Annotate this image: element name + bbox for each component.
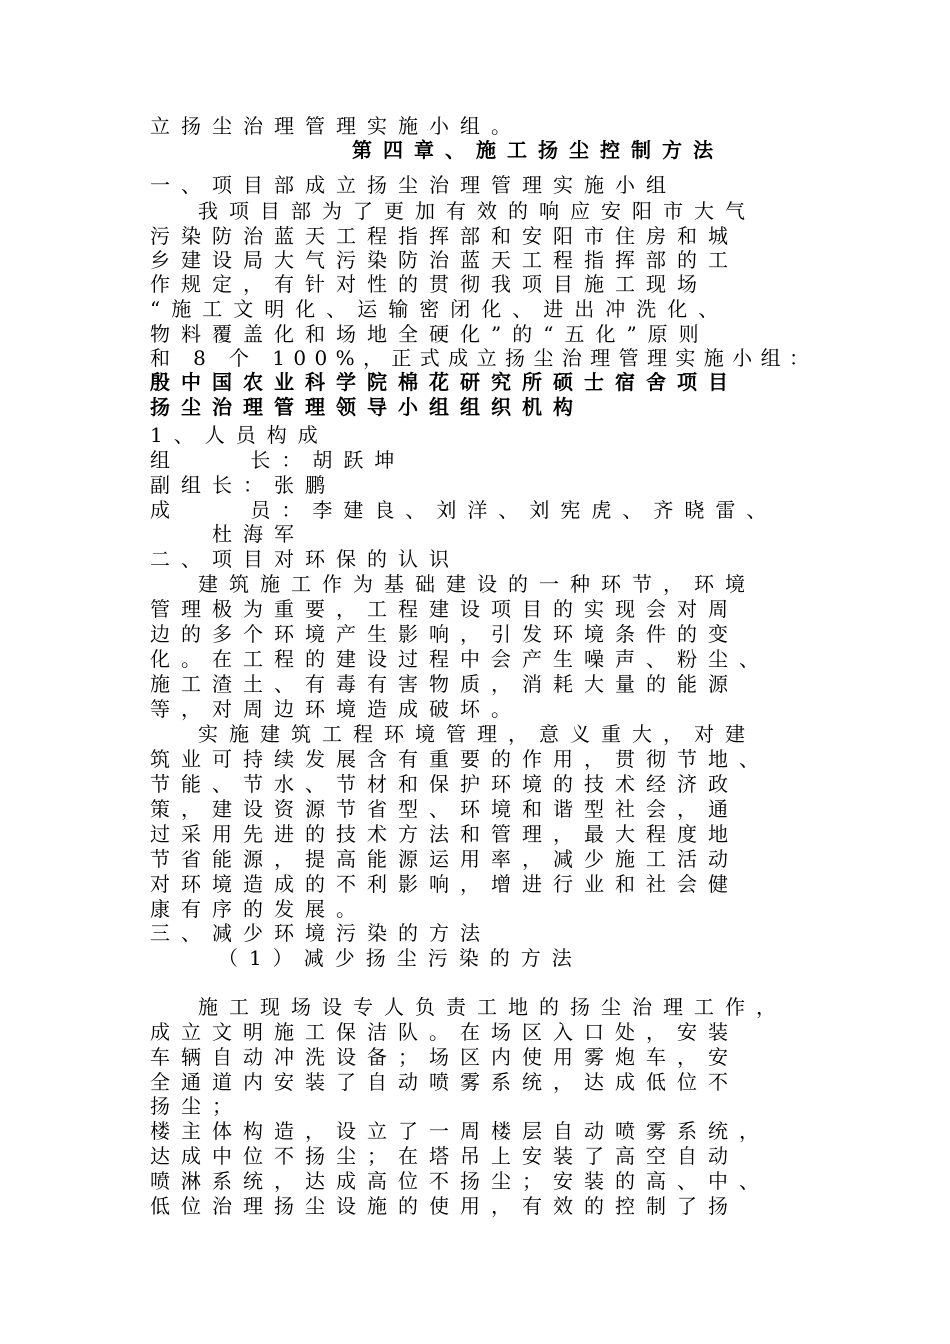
text-line: 实施建筑工程环境管理，意义重大，对建 <box>198 722 756 746</box>
text-line: 等，对周边环境造成破坏。 <box>150 697 522 721</box>
bold-title-line: 扬尘治理管理领导小组组织机构 <box>150 395 584 419</box>
section-heading: 二、项目对环保的认识 <box>150 547 460 571</box>
text-line: 立扬尘治理管理实施小组。 <box>150 114 522 138</box>
text-line: 节省能源，提高能源运用率，减少施工活动 <box>150 847 739 871</box>
text-line: 成立文明施工保洁队。在场区入口处，安装 <box>150 1020 739 1044</box>
text-line: 策，建设资源节省型、环境和谐型社会，通 <box>150 797 739 821</box>
section-heading: 三、减少环境污染的方法 <box>150 921 491 945</box>
text-line: 管理极为重要，工程建设项目的实现会对周 <box>150 597 739 621</box>
text-line: 污染防治蓝天工程指挥部和安阳市住房和城 <box>150 224 739 248</box>
text-line: 化。在工程的建设过程中会产生噪声、粉尘、 <box>150 647 770 671</box>
text-line: 达成中位不扬尘；在塔吊上安装了高空自动 <box>150 1144 739 1168</box>
member-line: 杜海军 <box>212 522 305 546</box>
text-line: 我项目部为了更加有效的响应安阳市大气 <box>198 199 756 223</box>
member-line: 成 员：李建良、刘洋、刘宪虎、齐晓雷、 <box>150 498 778 522</box>
text-line: 施工渣土、有毒有害物质，消耗大量的能源 <box>150 672 739 696</box>
section-heading: 一、项目部成立扬尘治理管理实施小组 <box>150 173 677 197</box>
text-line: 过采用先进的技术方法和管理，最大程度地 <box>150 822 739 846</box>
text-line: 节能、节水、节材和保护环境的技术经济政 <box>150 772 739 796</box>
text-line: 筑业可持续发展含有重要的作用，贯彻节地、 <box>150 747 770 771</box>
chapter-heading: 第四章、施工扬尘控制方法 <box>352 138 724 162</box>
subheading: 1、人员构成 <box>150 423 329 447</box>
text-line: 和 8 个 100%，正式成立扬尘治理管理实施小组： <box>150 346 818 370</box>
text-line: 康有序的发展。 <box>150 897 367 921</box>
text-line: 车辆自动冲洗设备；场区内使用雾炮车，安 <box>150 1045 739 1069</box>
text-line: 边的多个环境产生影响，引发环境条件的变 <box>150 622 739 646</box>
text-line: 建筑施工作为基础建设的一种环节，环境 <box>198 572 756 596</box>
text-line: 物料覆盖化和场地全硬化”的“五化”原则 <box>150 322 710 346</box>
text-line: 全通道内安装了自动喷雾系统，达成低位不 <box>150 1070 739 1094</box>
bold-title-line: 殷中国农业科学院棉花研究所硕士宿舍项目 <box>150 370 739 394</box>
member-line: 副组长：张鹏 <box>150 473 336 497</box>
text-line: “施工文明化、运输密闭化、进出冲洗化、 <box>150 297 730 321</box>
text-line: 施工现场设专人负责工地的扬尘治理工作， <box>198 995 787 1019</box>
text-line: 扬尘； <box>150 1094 243 1118</box>
text-line: 楼主体构造，设立了一周楼层自动喷雾系统， <box>150 1119 770 1143</box>
text-line: 乡建设局大气污染防治蓝天工程指挥部的工 <box>150 248 739 272</box>
text-line: 喷淋系统，达成高位不扬尘；安装的高、中、 <box>150 1169 770 1193</box>
text-line: 对环境造成的不利影响，增进行业和社会健 <box>150 872 739 896</box>
text-line: 作规定，有针对性的贯彻我项目施工现场 <box>150 272 708 296</box>
text-line: 低位治理扬尘设施的使用，有效的控制了扬 <box>150 1194 739 1218</box>
member-line: 组 长：胡跃坤 <box>150 448 406 472</box>
subheading: （1）减少扬尘污染的方法 <box>218 946 583 970</box>
